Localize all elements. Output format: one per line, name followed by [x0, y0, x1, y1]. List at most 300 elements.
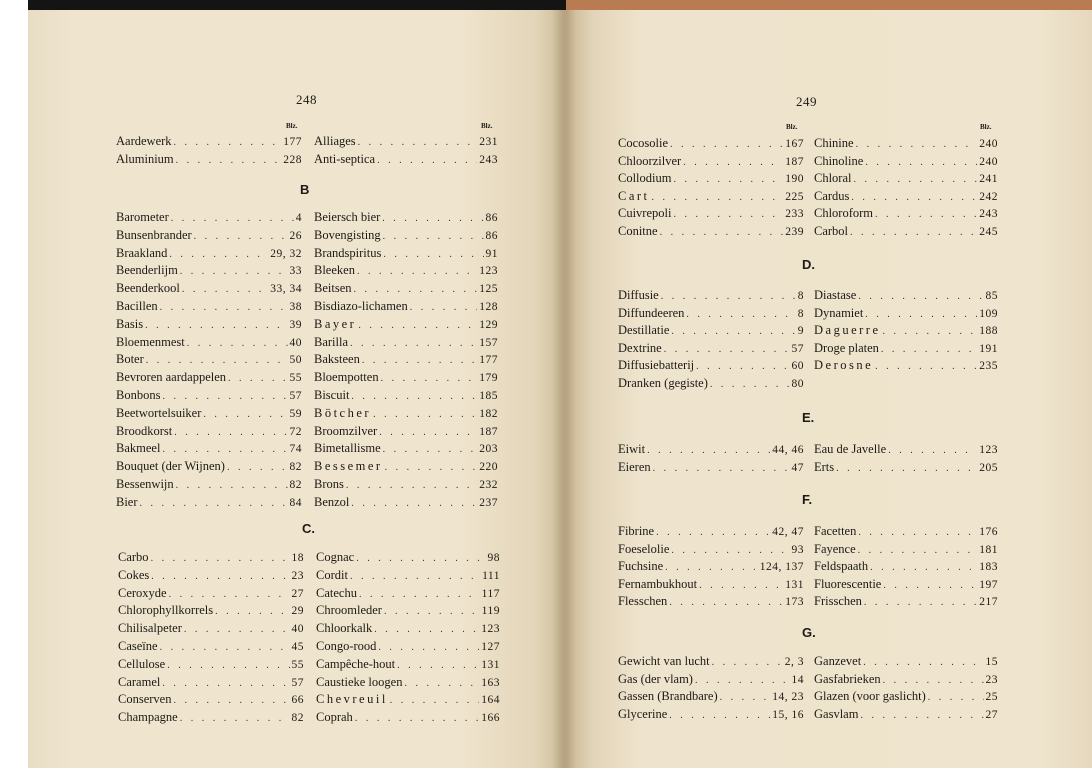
entry-page-number: 8 [797, 290, 804, 302]
entry-name: Beenderlijm [116, 263, 178, 278]
index-entry [116, 386, 302, 404]
entry-page-number: 29, 32 [270, 247, 302, 260]
entry-name: Chloroform [814, 206, 874, 221]
index-entry [814, 339, 998, 357]
entry-name: Foeselolie [618, 541, 670, 556]
index-entry [814, 687, 998, 705]
entry-name: Barilla [314, 334, 349, 349]
entry-name: Conserven [118, 692, 172, 707]
index-entry [116, 475, 302, 493]
entry-page-number: 40 [289, 336, 302, 349]
index-entry [118, 584, 304, 602]
entry-page-number: 57 [791, 342, 804, 355]
entry-name: Eau de Javelle [814, 442, 887, 456]
entry-name: Alliages [314, 134, 356, 148]
blz-column-label: Blz. [786, 123, 798, 131]
index-entry [618, 187, 804, 205]
entry-page-number: 183 [979, 561, 998, 574]
entry-page-number: 91 [485, 247, 498, 260]
entry-page-number: 2, 3 [784, 656, 804, 668]
entry-name: Gewicht van lucht [618, 654, 710, 668]
entry-name: Diffusie [618, 288, 659, 302]
entry-name: Chinoline [814, 153, 864, 168]
entry-name: Gasvlam [814, 706, 859, 721]
index-entry [314, 368, 498, 386]
entry-name: Broomzilver [314, 423, 378, 438]
entry-page-number: 197 [979, 578, 998, 591]
index-entry [118, 690, 304, 708]
entry-page-number: 117 [481, 587, 500, 600]
index-entry [314, 386, 498, 404]
entry-name: Chroomleder [316, 603, 382, 618]
entry-name: Bloempotten [314, 370, 379, 385]
index-entry [314, 226, 498, 244]
entry-name: Caramel [118, 674, 161, 689]
entry-name: Bessemer [314, 459, 383, 474]
index-entry [316, 673, 500, 691]
leader-dots [355, 710, 479, 728]
entry-name: Bleeken [314, 263, 355, 278]
entry-name: Bovengisting [314, 227, 381, 242]
entry-page-number: 9 [797, 325, 804, 338]
entry-page-number: 181 [979, 543, 998, 556]
entry-page-number: 190 [785, 173, 804, 186]
entry-page-number: 57 [289, 390, 302, 402]
index-entry [618, 687, 804, 705]
entry-name: Conitne [618, 224, 658, 238]
entry-name: Chloorkalk [316, 621, 373, 636]
entry-page-number: 177 [479, 354, 498, 367]
entry-name: Chinine [814, 136, 854, 150]
entry-name: Chloorzilver [618, 153, 682, 168]
page-number: 248 [296, 92, 317, 107]
index-entry [316, 566, 500, 584]
entry-name: Bayer [314, 316, 357, 331]
entry-name: Cellulose [118, 656, 166, 671]
entry-name: Diffusiebatterij [618, 358, 695, 373]
entry-page-number: 205 [979, 461, 998, 474]
book-gutter [552, 10, 576, 768]
index-entry [618, 522, 804, 540]
index-entry [316, 619, 500, 637]
entry-page-number: 188 [979, 325, 998, 338]
blz-column-label: Blz. [481, 122, 493, 130]
index-entry [116, 350, 302, 368]
index-entry [814, 222, 998, 240]
index-entry [314, 279, 498, 297]
entry-page-number: 173 [785, 596, 804, 609]
section-letter: D. [802, 257, 815, 272]
leader-dots [850, 224, 977, 242]
entry-name: Baksteen [314, 352, 360, 367]
entry-name: Anti-septica [314, 152, 376, 166]
entry-page-number: 203 [479, 443, 498, 456]
index-entry [118, 673, 304, 691]
index-entry [116, 404, 302, 422]
entry-page-number: 38 [289, 301, 302, 313]
entry-page-number: 232 [479, 479, 498, 491]
right-page [566, 10, 1092, 768]
entry-name: Fibrine [618, 524, 655, 538]
index-entry [814, 304, 998, 322]
entry-name: Dranken (gegiste) [618, 376, 708, 390]
index-entry [814, 187, 998, 205]
entry-page-number: 42, 47 [772, 526, 804, 538]
entry-page-number: 8 [797, 307, 804, 320]
entry-page-number: 86 [485, 229, 498, 242]
index-entry [814, 321, 998, 339]
entry-page-number: 33 [289, 265, 302, 278]
entry-name: Flesschen [618, 594, 668, 609]
index-entry [814, 356, 998, 374]
index-entry [118, 637, 304, 655]
entry-page-number: 240 [979, 155, 998, 168]
entry-page-number: 239 [785, 226, 804, 238]
entry-name: Aardewerk [116, 134, 172, 148]
entry-name: Eieren [618, 459, 651, 474]
index-entry [814, 134, 998, 152]
index-entry [314, 422, 498, 440]
section-letter: C. [302, 521, 315, 536]
index-entry [116, 261, 302, 279]
index-entry [618, 321, 804, 339]
entry-page-number: 74 [289, 443, 302, 456]
index-entry [314, 404, 498, 422]
entry-page-number: 57 [291, 676, 304, 689]
entry-name: Frisschen [814, 594, 862, 609]
index-entry [116, 297, 302, 315]
entry-name: Bonbons [116, 388, 161, 402]
index-entry [618, 540, 804, 558]
index-entry [618, 557, 804, 575]
entry-page-number: 123 [481, 623, 500, 636]
entry-page-number: 243 [979, 208, 998, 221]
index-entry [618, 286, 804, 304]
index-entry [618, 458, 804, 476]
entry-name: Bakmeel [116, 441, 161, 456]
entry-name: Bimetallisme [314, 441, 381, 456]
entry-page-number: 45 [291, 641, 304, 653]
entry-name: Bier [116, 494, 138, 509]
entry-name: Beiersch bier [314, 210, 381, 224]
index-entry [814, 440, 998, 458]
index-entry [116, 493, 302, 511]
index-entry [814, 540, 998, 558]
index-entry [618, 440, 804, 458]
entry-name: Dynamiet [814, 305, 864, 320]
entry-page-number: 233 [785, 208, 804, 221]
entry-page-number: 243 [479, 154, 498, 166]
entry-page-number: 55 [291, 658, 304, 671]
entry-page-number: 157 [479, 336, 498, 349]
entry-name: Aluminium [116, 152, 174, 166]
index-entry [618, 339, 804, 357]
index-entry [316, 584, 500, 602]
index-entry [618, 134, 804, 152]
entry-name: Cognac [316, 550, 355, 564]
index-entry [118, 566, 304, 584]
index-entry [116, 315, 302, 333]
entry-name: Barometer [116, 210, 169, 224]
entry-page-number: 237 [479, 496, 498, 509]
index-entry [618, 705, 804, 723]
entry-name: Campêche-hout [316, 656, 396, 671]
entry-name: Droge platen [814, 340, 879, 355]
entry-name: Caustieke loogen [316, 674, 403, 689]
entry-page-number: 47 [791, 461, 804, 474]
index-entry [814, 557, 998, 575]
entry-name: Benzol [314, 494, 350, 509]
section-letter: F. [802, 492, 813, 507]
entry-page-number: 185 [479, 390, 498, 402]
leader-dots [875, 358, 977, 376]
entry-name: Chloral [814, 171, 852, 186]
entry-page-number: 179 [479, 372, 498, 385]
entry-page-number: 29 [291, 605, 304, 618]
index-entry [618, 152, 804, 170]
index-entry [118, 655, 304, 673]
entry-name: Fayence [814, 541, 856, 556]
leader-dots [710, 376, 790, 394]
entry-page-number: 123 [479, 265, 498, 278]
index-entry [316, 655, 500, 673]
index-entry [314, 150, 498, 168]
entry-name: Glazen (voor gaslicht) [814, 689, 926, 704]
entry-name: Champagne [118, 710, 178, 725]
leader-dots [377, 152, 477, 170]
entry-page-number: 245 [979, 226, 998, 238]
entry-page-number: 176 [979, 526, 998, 538]
entry-page-number: 217 [979, 596, 998, 609]
index-entry [314, 297, 498, 315]
entry-name: Bacillen [116, 299, 158, 313]
entry-name: Biscuit [314, 388, 350, 402]
entry-page-number: 242 [979, 190, 998, 203]
entry-name: Basis [116, 316, 144, 331]
entry-page-number: 18 [291, 552, 304, 564]
leader-dots [653, 460, 790, 478]
entry-name: Cokes [118, 567, 150, 582]
scan-border-top-right [566, 0, 1092, 10]
index-entry [314, 457, 498, 475]
leader-dots [669, 707, 770, 725]
index-entry [314, 493, 498, 511]
leader-dots [660, 224, 784, 242]
index-entry [118, 708, 304, 726]
entry-page-number: 72 [289, 425, 302, 438]
entry-page-number: 66 [291, 694, 304, 707]
index-entry [618, 670, 804, 688]
entry-name: Coprah [316, 710, 353, 725]
index-entry [618, 204, 804, 222]
index-entry [316, 690, 500, 708]
index-entry [618, 356, 804, 374]
index-entry [814, 522, 998, 540]
entry-name: Dextrine [618, 340, 662, 355]
index-entry [314, 315, 498, 333]
leader-dots [176, 152, 282, 170]
leader-dots [180, 710, 290, 728]
index-entry [314, 208, 498, 226]
entry-name: Carbo [118, 550, 149, 564]
index-entry [618, 592, 804, 610]
index-entry [314, 475, 498, 493]
index-entry [814, 286, 998, 304]
entry-name: Erts [814, 459, 835, 474]
entry-name: Diffundeeren [618, 305, 685, 320]
index-entry [316, 637, 500, 655]
entry-page-number: 231 [479, 136, 498, 148]
entry-page-number: 60 [791, 360, 804, 373]
index-entry [814, 592, 998, 610]
entry-name: Cordit [316, 567, 348, 582]
entry-name: Bloemenmest [116, 334, 185, 349]
entry-page-number: 235 [979, 360, 998, 373]
entry-name: Collodium [618, 171, 672, 186]
entry-page-number: 163 [481, 676, 500, 689]
index-entry [618, 169, 804, 187]
entry-name: Diastase [814, 288, 857, 302]
entry-name: Carbol [814, 224, 849, 238]
entry-name: Bevroren aardappelen [116, 370, 227, 385]
entry-name: Brons [314, 477, 344, 491]
entry-page-number: 220 [479, 461, 498, 474]
entry-page-number: 82 [289, 479, 302, 491]
entry-page-number: 191 [979, 342, 998, 355]
entry-name: Glycerine [618, 706, 668, 721]
entry-page-number: 82 [289, 461, 302, 474]
entry-page-number: 128 [479, 301, 498, 313]
entry-page-number: 15 [985, 656, 998, 668]
index-entry [116, 226, 302, 244]
entry-page-number: 50 [289, 354, 302, 367]
index-entry [814, 575, 998, 593]
entry-name: Ganzevet [814, 654, 862, 668]
entry-page-number: 23 [291, 569, 304, 582]
entry-page-number: 59 [289, 407, 302, 420]
entry-name: Eiwit [618, 442, 646, 456]
index-entry [118, 619, 304, 637]
entry-page-number: 98 [487, 552, 500, 564]
entry-page-number: 86 [485, 212, 498, 224]
entry-page-number: 14, 23 [772, 691, 804, 704]
entry-page-number: 164 [481, 694, 500, 707]
entry-page-number: 23 [985, 673, 998, 686]
entry-name: Fernambukhout [618, 576, 698, 591]
leader-dots [140, 495, 288, 513]
entry-page-number: 124, 137 [759, 561, 804, 574]
entry-page-number: 85 [985, 290, 998, 302]
entry-page-number: 27 [291, 587, 304, 600]
entry-name: Beetwortelsuiker [116, 405, 202, 420]
entry-name: Bunsenbrander [116, 227, 192, 242]
entry-name: Cocosolie [618, 136, 668, 150]
entry-name: Boter [116, 352, 144, 367]
entry-page-number: 187 [479, 425, 498, 438]
entry-page-number: 177 [283, 136, 302, 148]
index-entry [314, 350, 498, 368]
entry-page-number: 55 [289, 372, 302, 385]
left-page [28, 10, 568, 768]
index-entry [116, 457, 302, 475]
entry-name: Cart [618, 188, 650, 203]
entry-name: Bessenwijn [116, 477, 174, 491]
entry-name: Beenderkool [116, 281, 180, 296]
entry-page-number: 228 [283, 154, 302, 166]
leader-dots [836, 460, 977, 478]
entry-page-number: 93 [791, 543, 804, 556]
entry-page-number: 182 [479, 407, 498, 420]
entry-page-number: 109 [979, 307, 998, 320]
section-letter: E. [802, 410, 815, 425]
index-entry [814, 152, 998, 170]
entry-page-number: 123 [979, 444, 998, 456]
entry-page-number: 15, 16 [772, 708, 804, 721]
leader-dots [351, 495, 477, 513]
entry-name: Facetten [814, 524, 857, 538]
entry-page-number: 241 [979, 173, 998, 186]
index-entry [116, 132, 302, 150]
entry-name: Chevreuil [316, 692, 388, 707]
entry-name: Congo-rood [316, 639, 377, 653]
index-entry [314, 439, 498, 457]
index-entry [814, 204, 998, 222]
entry-page-number: 33, 34 [270, 283, 302, 296]
index-entry [118, 601, 304, 619]
entry-name: Fluorescentie [814, 576, 882, 591]
index-entry [116, 422, 302, 440]
entry-name: Beitsen [314, 281, 352, 296]
index-entry [618, 374, 804, 392]
entry-name: Ceroxyde [118, 585, 167, 600]
entry-page-number: 4 [295, 212, 302, 224]
blz-column-label: Blz. [980, 123, 992, 131]
entry-page-number: 119 [481, 605, 500, 618]
leader-dots [860, 707, 983, 725]
entry-name: Gasfabrieken [814, 671, 881, 686]
entry-page-number: 125 [479, 283, 498, 296]
index-entry [814, 670, 998, 688]
index-entry [814, 652, 998, 670]
entry-name: Chlorophyllkorrels [118, 603, 214, 618]
entry-page-number: 127 [481, 641, 500, 653]
entry-page-number: 27 [985, 708, 998, 721]
index-entry [118, 548, 304, 566]
index-entry [618, 575, 804, 593]
entry-name: Gassen (Brandbare) [618, 689, 718, 704]
index-entry [314, 132, 498, 150]
entry-name: Bisdiazo-lichamen [314, 299, 408, 313]
entry-page-number: 187 [785, 155, 804, 168]
index-entry [116, 333, 302, 351]
entry-name: Chilisalpeter [118, 621, 182, 636]
index-entry [116, 279, 302, 297]
entry-name: Fuchsine [618, 559, 664, 574]
index-entry [116, 208, 302, 226]
entry-page-number: 39 [289, 318, 302, 331]
section-letter: B [300, 182, 310, 197]
entry-name: Brandspiritus [314, 245, 382, 260]
entry-page-number: 166 [481, 712, 500, 725]
index-entry [618, 304, 804, 322]
index-entry [314, 244, 498, 262]
entry-page-number: 26 [289, 229, 302, 242]
index-entry [116, 368, 302, 386]
entry-page-number: 40 [291, 623, 304, 636]
entry-page-number: 167 [785, 138, 804, 150]
entry-name: Feldspaath [814, 559, 869, 574]
entry-name: Derosne [814, 358, 874, 373]
